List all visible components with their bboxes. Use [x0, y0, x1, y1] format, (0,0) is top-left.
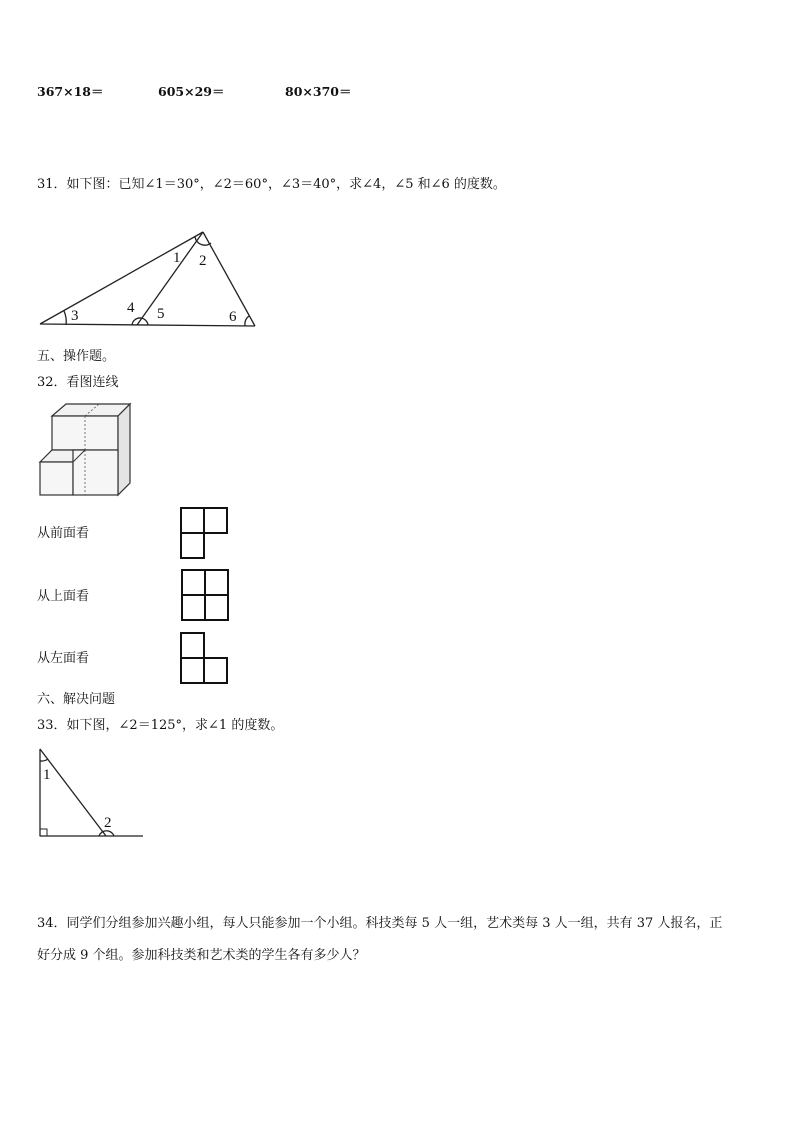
q33-angle-label-1: 1 — [43, 767, 51, 783]
calculation-1: 367×18＝ — [37, 84, 104, 99]
angle-label-1: 1 — [173, 250, 181, 266]
view-label-left: 从左面看 — [37, 651, 90, 666]
angle-label-6: 6 — [229, 309, 237, 325]
view-left-figure — [181, 633, 227, 683]
q33-angle-label-2: 2 — [104, 815, 112, 831]
question-31-text: 31．如下图：已知∠1＝30°，∠2＝60°，∠3＝40°，求∠4，∠5 和∠6 的度数。 — [37, 177, 506, 192]
section-6-heading: 六、解决问题 — [37, 692, 116, 707]
angle-label-3: 3 — [71, 308, 79, 324]
angle-label-2: 2 — [199, 253, 207, 269]
view-label-top: 从上面看 — [37, 589, 90, 604]
question-32-text: 32．看图连线 — [37, 375, 119, 390]
cube-stack-figure — [40, 404, 130, 495]
angle-label-4: 4 — [127, 300, 135, 316]
question-34-line-1: 34．同学们分组参加兴趣小组，每人只能参加一个小组。科技类每 5 人一组，艺术类每 3 人一组，共有 37 人报名，正 — [37, 916, 723, 931]
view-label-front: 从前面看 — [37, 526, 90, 541]
angle-label-5: 5 — [157, 306, 165, 322]
calculation-2: 605×29＝ — [158, 84, 225, 99]
view-front-figure — [181, 508, 227, 558]
section-5-heading: 五、操作题。 — [37, 349, 116, 364]
question-33-text: 33．如下图，∠2＝125°，求∠1 的度数。 — [37, 718, 284, 733]
right-triangle-figure — [40, 749, 143, 836]
calculation-3: 80×370＝ — [285, 84, 352, 99]
question-34-line-2: 好分成 9 个组。参加科技类和艺术类的学生各有多少人？ — [37, 948, 366, 963]
view-top-figure — [182, 570, 228, 620]
